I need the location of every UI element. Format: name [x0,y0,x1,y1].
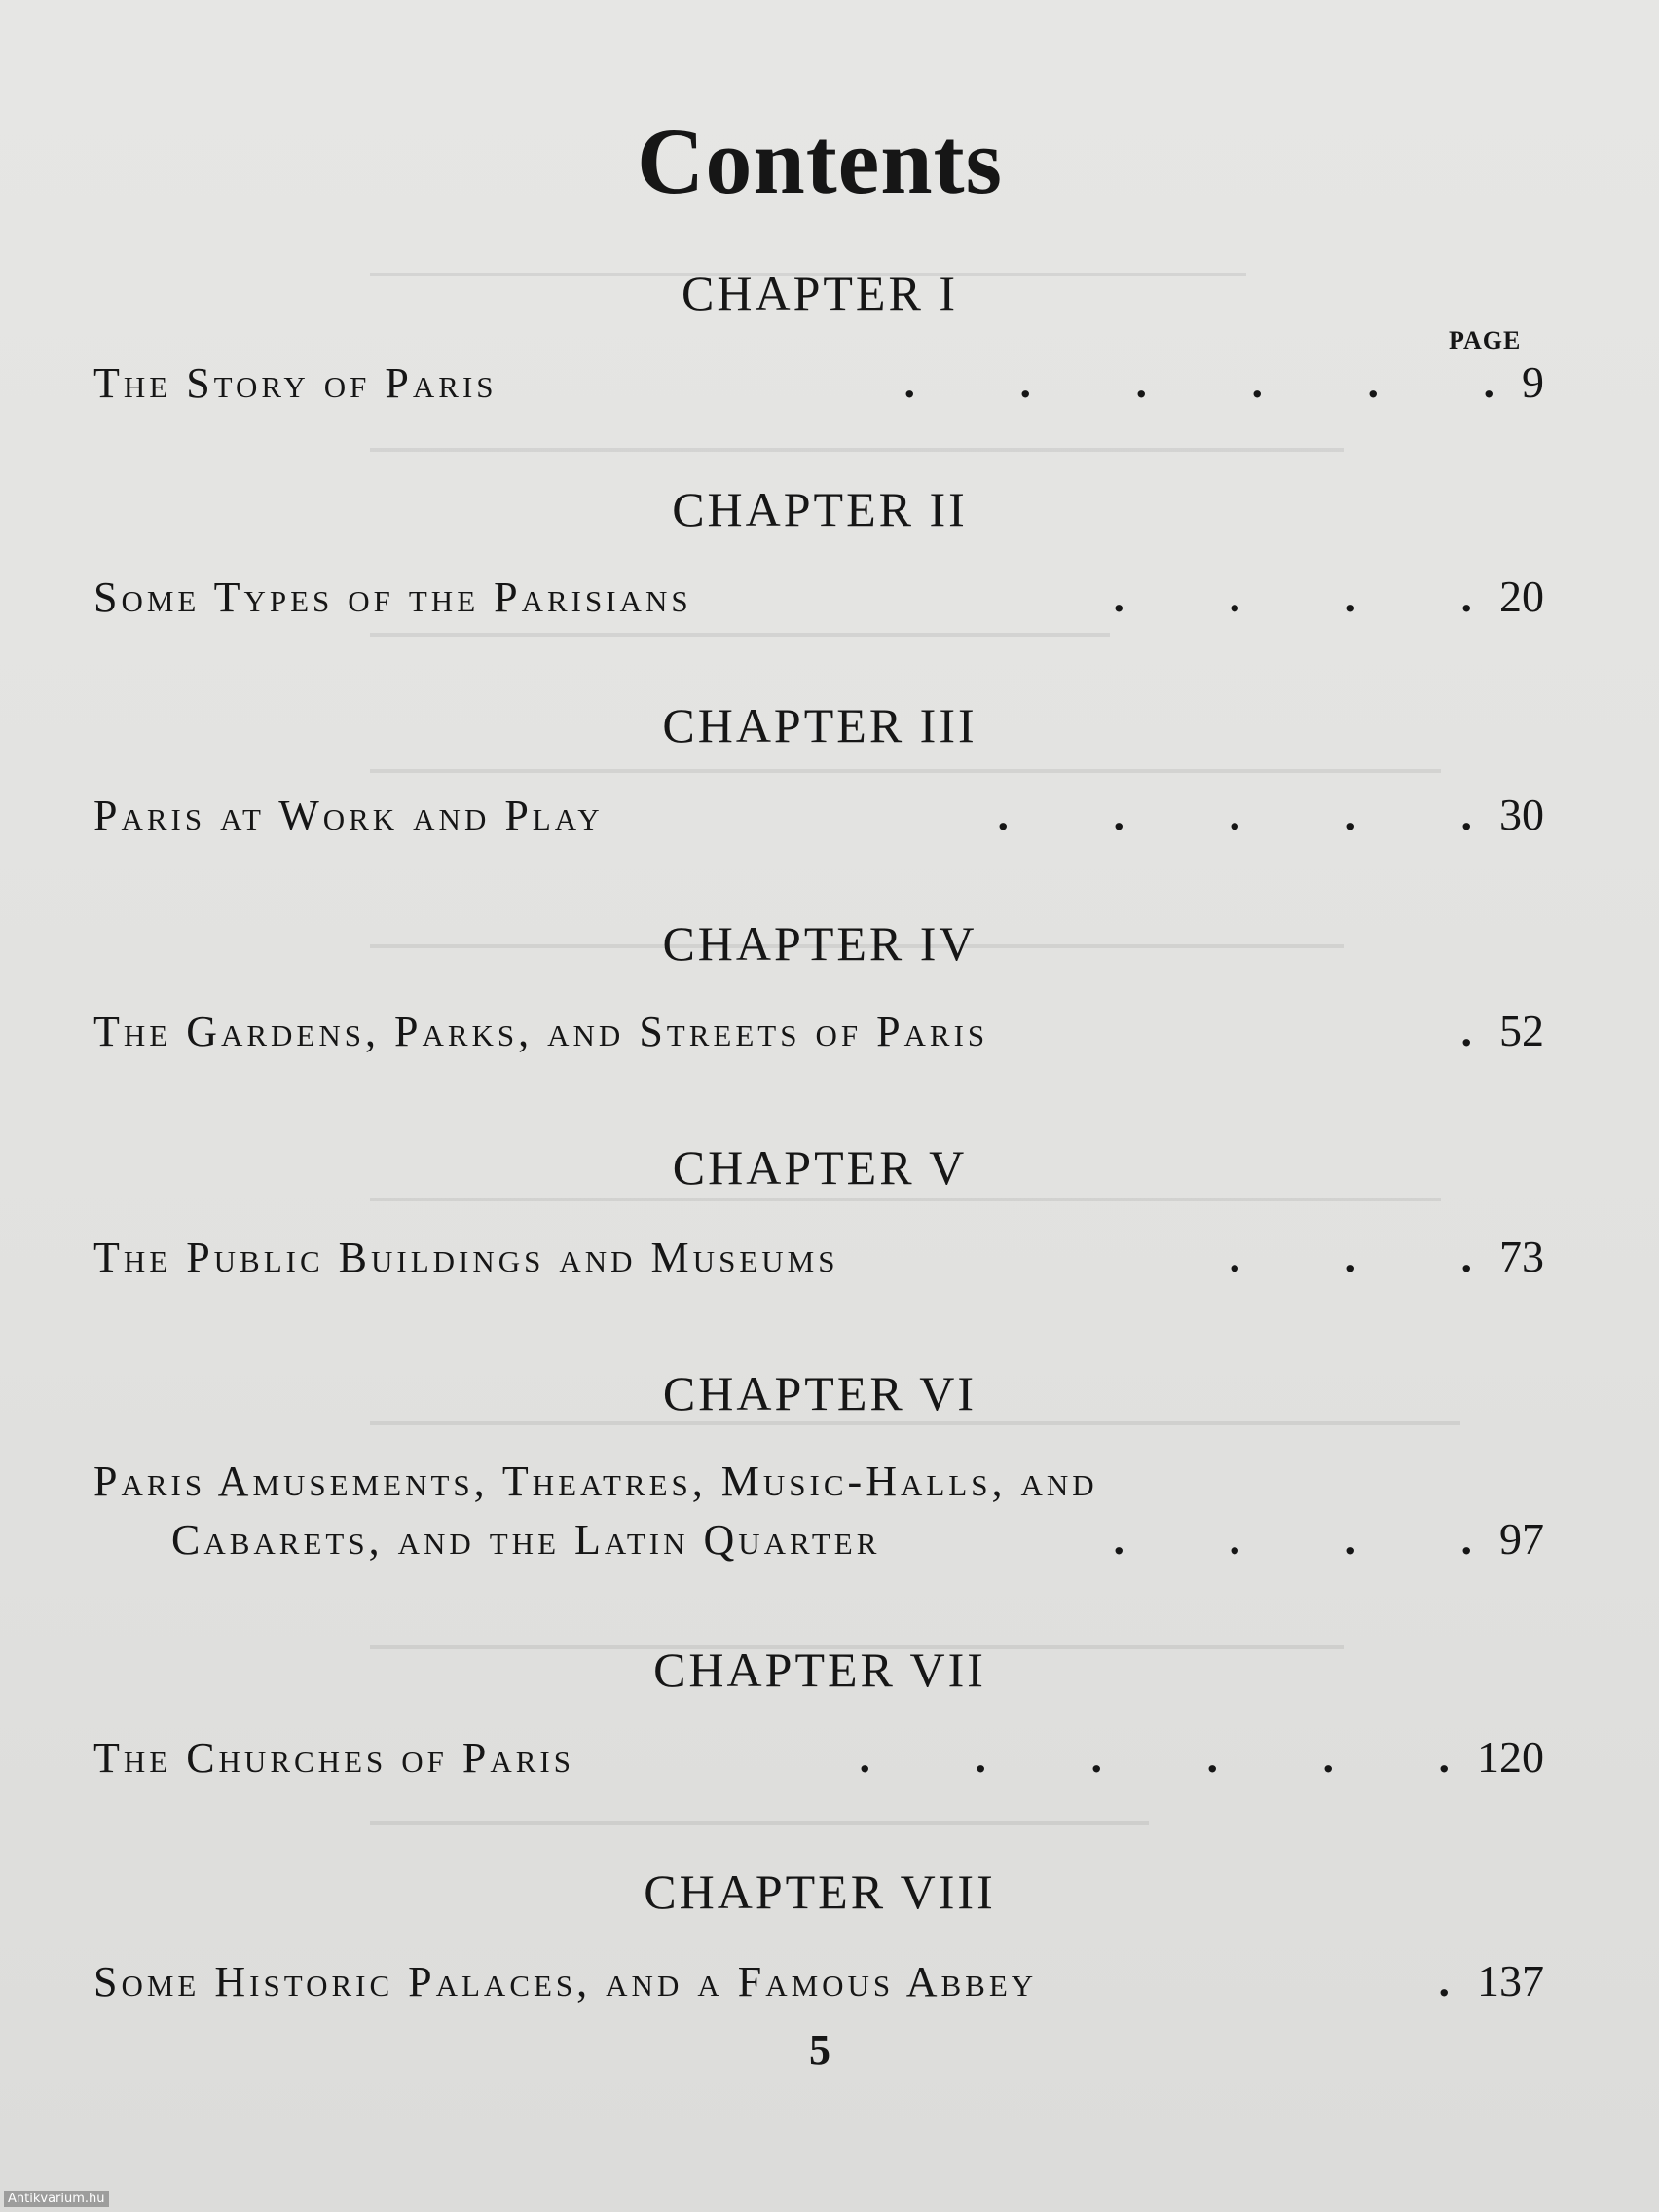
bleed-through-line [370,633,1110,637]
bleed-through-line [370,1421,1460,1425]
toc-entry[interactable] [93,789,1544,847]
toc-entry[interactable] [93,356,1544,415]
chapter-heading: CHAPTER V [672,1140,968,1195]
entry-page-number: 52 [1499,1006,1544,1055]
entry-page-number: 97 [1499,1514,1544,1564]
dot-leader: . . . . . . [859,1732,1450,1782]
entry-page-number: 120 [1477,1732,1544,1782]
chapter-heading: CHAPTER II [672,482,968,536]
entry-page-number: 30 [1499,790,1544,839]
entry-title: The Churches of Paris [93,1734,574,1782]
entry-title: The Gardens, Parks, and Streets of Paris [93,1008,989,1055]
chapter-heading: CHAPTER VIII [644,1864,996,1919]
entry-page-number: 73 [1499,1232,1544,1281]
entry-title: The Public Buildings and Museums [93,1234,839,1281]
toc-entry[interactable] [93,1231,1544,1289]
dot-leader: . [1460,1006,1472,1055]
dot-leader: . . . [1229,1232,1472,1281]
chapter-heading: CHAPTER III [662,698,977,753]
chapter-heading: CHAPTER I [682,266,958,320]
dot-leader: . . . . . . [903,357,1494,407]
entry-page-number: 9 [1522,357,1544,407]
chapter-heading: CHAPTER VI [662,1366,977,1420]
page-title: Contents [636,109,1003,213]
entry-title-line-2: Cabarets, and the Latin Quarter [171,1516,881,1564]
toc-entry[interactable] [93,1005,1544,1063]
toc-entry[interactable] [93,1955,1544,2013]
page-column-label: PAGE [1449,326,1522,354]
bleed-through-line [370,1198,1441,1201]
toc-entry[interactable] [93,571,1544,629]
entry-title: The Story of Paris [93,359,498,407]
entry-title-line-1: Paris Amusements, Theatres, Music-Halls, and [93,1457,1098,1505]
entry-page-number: 20 [1499,571,1544,621]
chapter-heading: CHAPTER VII [653,1642,986,1697]
watermark: Antikvarium.hu [4,2191,109,2207]
dot-leader: . . . . . [997,790,1472,839]
entry-title: Some Types of the Parisians [93,573,692,621]
dot-leader: . . . . [1113,1514,1472,1564]
bleed-through-line [370,1821,1149,1825]
bleed-through-line [370,769,1441,773]
bleed-through-line [370,448,1344,452]
dot-leader: . . . . [1113,571,1472,621]
entry-page-number: 137 [1477,1956,1544,2006]
entry-title: Some Historic Palaces, and a Famous Abbey [93,1958,1038,2006]
page-folio-number: 5 [809,2026,830,2074]
toc-entry[interactable] [93,1731,1544,1789]
chapter-heading: CHAPTER IV [662,916,977,971]
toc-entry[interactable] [93,1456,1544,1573]
entry-title: Paris at Work and Play [93,792,604,839]
dot-leader: . [1438,1956,1450,2006]
